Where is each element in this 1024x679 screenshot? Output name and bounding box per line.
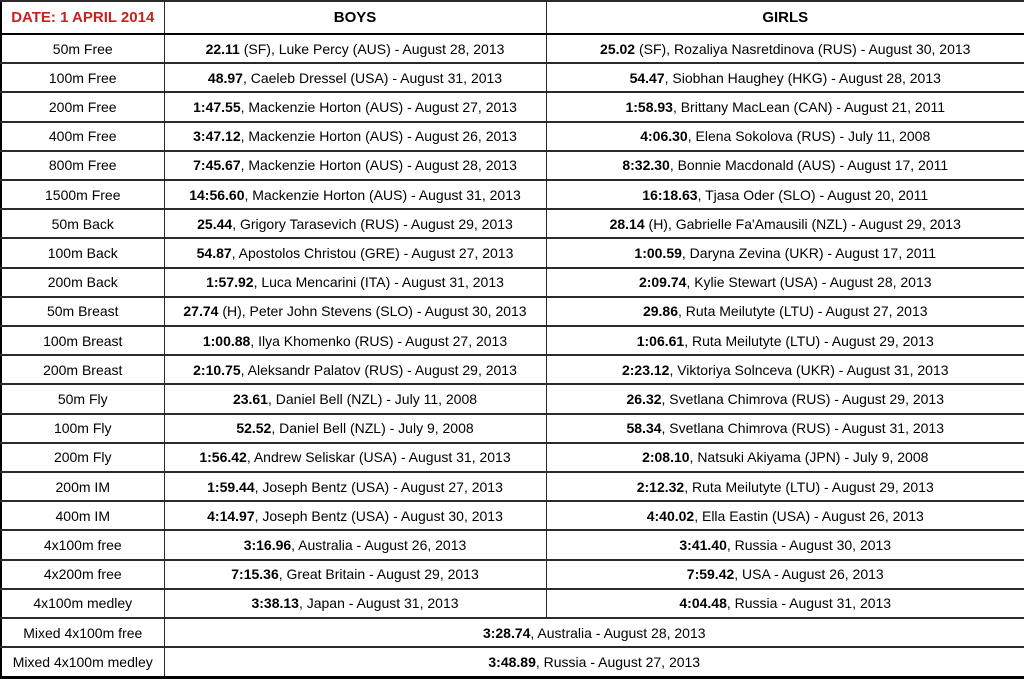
- girls-record-time: 7:59.42: [686, 566, 735, 583]
- event-label: 200m Breast: [1, 355, 164, 384]
- table-row: [1, 443, 1024, 472]
- girls-record-time: 8:32.30: [622, 157, 670, 174]
- girls-record-time: 26.32: [626, 391, 662, 408]
- table-row: [1, 501, 1024, 530]
- boys-record-time: 14:56.60: [189, 186, 245, 203]
- header-row: [1, 1, 1024, 34]
- boys-record-cell: [164, 92, 546, 121]
- girls-record-time: 4:40.02: [646, 507, 695, 524]
- table-row: [1, 180, 1024, 209]
- girls-record-detail: , Natsuki Akiyama (JPN) - July 9, 2008: [689, 449, 929, 466]
- boys-record-cell: [164, 209, 546, 238]
- girls-record-time: 3:41.40: [679, 537, 727, 554]
- boys-record-time: 22.11: [205, 40, 240, 57]
- boys-record-cell: [164, 414, 546, 443]
- girls-record-time: 25.02: [600, 40, 636, 57]
- boys-record-cell: [164, 501, 546, 530]
- event-label: 200m Free: [1, 92, 164, 121]
- girls-record-time: 2:12.32: [636, 478, 685, 495]
- boys-record-cell: [164, 297, 546, 326]
- boys-record-detail: , Luca Mencarini (ITA) - August 31, 2013: [253, 274, 504, 291]
- girls-record-time: 16:18.63: [642, 186, 698, 203]
- boys-record-detail: , Mackenzie Horton (AUS) - August 27, 2013: [240, 99, 517, 115]
- boys-record-detail: , Caeleb Dressel (USA) - August 31, 2013: [242, 69, 503, 86]
- mixed-table-row: [1, 647, 1024, 677]
- event-label: 50m Fly: [1, 384, 164, 413]
- table-row: [1, 530, 1024, 559]
- girls-record-time: 4:04.48: [679, 595, 727, 612]
- girls-record-time: 2:09.74: [638, 274, 687, 291]
- table-row: [1, 122, 1024, 151]
- boys-record-cell: [164, 384, 546, 413]
- table-row: [1, 589, 1024, 618]
- girls-record-time: 58.34: [626, 420, 662, 437]
- boys-record-time: 52.52: [236, 420, 272, 437]
- girls-record-detail: , Viktoriya Solnceva (UKR) - August 31, 2013: [669, 361, 949, 378]
- girls-record-cell: [546, 414, 1024, 443]
- boys-record-detail: (SF), Luke Percy (AUS) - August 28, 2013: [239, 40, 505, 57]
- girls-record-detail: (SF), Rozaliya Nasretdinova (RUS) - August 30, 2013: [635, 40, 971, 57]
- girls-record-detail: , Siobhan Haughey (HKG) - August 28, 2013: [664, 69, 941, 86]
- boys-record-time: 25.44: [197, 215, 233, 232]
- event-label: 400m IM: [1, 501, 164, 530]
- event-label: 50m Back: [1, 209, 164, 238]
- mixed-record-cell: [164, 618, 1024, 647]
- girls-record-cell: [546, 180, 1024, 209]
- boys-record-cell: [164, 180, 546, 209]
- girls-record-cell: [546, 63, 1024, 92]
- table-row: [1, 355, 1024, 384]
- boys-record-detail: , Grigory Tarasevich (RUS) - August 29, 2013: [232, 215, 513, 232]
- girls-record-time: 1:00.59: [634, 245, 682, 262]
- boys-record-detail: , Andrew Seliskar (USA) - August 31, 2013: [246, 449, 511, 466]
- girls-record-cell: [546, 472, 1024, 501]
- girls-record-time: 29.86: [642, 303, 678, 320]
- boys-column-header: BOYS: [164, 1, 546, 34]
- mixed-record-detail: , Australia - August 28, 2013: [530, 624, 706, 641]
- boys-record-time: 23.61: [232, 391, 268, 408]
- girls-record-cell: [546, 238, 1024, 267]
- event-label: 200m Fly: [1, 443, 164, 472]
- table-row: [1, 151, 1024, 180]
- boys-record-cell: [164, 355, 546, 384]
- girls-record-cell: [546, 268, 1024, 297]
- girls-record-detail: , Russia - August 31, 2013: [726, 595, 892, 612]
- girls-record-detail: , Tjasa Oder (SLO) - August 20, 2011: [697, 186, 929, 203]
- girls-record-cell: [546, 326, 1024, 355]
- girls-column-header: GIRLS: [546, 1, 1024, 34]
- records-body: [1, 34, 1024, 678]
- girls-record-cell: [546, 530, 1024, 559]
- girls-record-cell: [546, 443, 1024, 472]
- table-row: [1, 238, 1024, 267]
- date-label: DATE: 1 APRIL 2014: [1, 1, 164, 34]
- boys-record-cell: [164, 589, 546, 618]
- table-row: [1, 326, 1024, 355]
- boys-record-detail: , Daniel Bell (NZL) - July 11, 2008: [267, 391, 478, 408]
- boys-record-detail: , Ilya Khomenko (RUS) - August 27, 2013: [250, 332, 508, 349]
- girls-record-detail: , Ruta Meilutyte (LTU) - August 29, 2013: [684, 332, 934, 349]
- boys-record-cell: [164, 238, 546, 267]
- event-label: 50m Free: [1, 34, 164, 63]
- mixed-record-cell: [164, 647, 1024, 677]
- table-row: [1, 560, 1024, 589]
- boys-record-time: 27.74: [183, 303, 219, 320]
- girls-record-cell: [546, 151, 1024, 180]
- girls-record-cell: [546, 501, 1024, 530]
- girls-record-time: 1:58.93: [625, 99, 673, 115]
- event-label: Mixed 4x100m medley: [1, 647, 164, 677]
- event-label: 100m Back: [1, 238, 164, 267]
- girls-record-time: 54.47: [629, 69, 665, 86]
- table-row: [1, 209, 1024, 238]
- boys-record-time: 7:15.36: [231, 566, 279, 583]
- boys-record-time: 1:57.92: [206, 274, 254, 291]
- event-label: 4x200m free: [1, 560, 164, 589]
- boys-record-cell: [164, 63, 546, 92]
- girls-record-time: 2:23.12: [621, 361, 670, 378]
- girls-record-detail: , Ruta Meilutyte (LTU) - August 27, 2013: [678, 303, 928, 320]
- mixed-record-time: 3:48.89: [488, 654, 536, 671]
- table-row: [1, 297, 1024, 326]
- event-label: 4x100m free: [1, 530, 164, 559]
- boys-record-time: 2:10.75: [193, 361, 241, 378]
- table-row: [1, 472, 1024, 501]
- event-label: 4x100m medley: [1, 589, 164, 618]
- mixed-record-time: 3:28.74: [482, 624, 531, 641]
- girls-record-cell: [546, 589, 1024, 618]
- boys-record-detail: , Daniel Bell (NZL) - July 9, 2008: [271, 420, 474, 437]
- boys-record-time: 3:47.12: [193, 128, 241, 145]
- event-label: 400m Free: [1, 122, 164, 151]
- girls-record-detail: , Elena Sokolova (RUS) - July 11, 2008: [687, 128, 931, 145]
- boys-record-detail: , Mackenzie Horton (AUS) - August 26, 2013: [240, 128, 517, 145]
- girls-record-detail: , USA - August 26, 2013: [734, 566, 884, 583]
- girls-record-detail: , Svetlana Chimrova (RUS) - August 29, 2013: [661, 391, 944, 408]
- boys-record-detail: , Japan - August 31, 2013: [298, 595, 459, 612]
- girls-record-time: 2:08.10: [642, 449, 690, 466]
- girls-record-cell: [546, 92, 1024, 121]
- event-label: 200m IM: [1, 472, 164, 501]
- girls-record-cell: [546, 560, 1024, 589]
- table-row: [1, 63, 1024, 92]
- boys-record-time: 3:16.96: [243, 537, 292, 554]
- girls-record-cell: [546, 209, 1024, 238]
- girls-record-cell: [546, 355, 1024, 384]
- event-label: Mixed 4x100m free: [1, 618, 164, 647]
- boys-record-time: 1:56.42: [199, 449, 247, 466]
- mixed-table-row: [1, 618, 1024, 647]
- girls-record-detail: , Ella Eastin (USA) - August 26, 2013: [694, 507, 924, 524]
- table-row: [1, 92, 1024, 121]
- event-label: 800m Free: [1, 151, 164, 180]
- girls-record-detail: , Kylie Stewart (USA) - August 28, 2013: [686, 274, 932, 291]
- boys-record-cell: [164, 472, 546, 501]
- boys-record-cell: [164, 530, 546, 559]
- girls-record-cell: [546, 122, 1024, 151]
- event-label: 200m Back: [1, 268, 164, 297]
- girls-record-cell: [546, 384, 1024, 413]
- boys-record-time: 3:38.13: [251, 595, 299, 612]
- girls-record-cell: [546, 297, 1024, 326]
- boys-record-time: 1:59.44: [207, 478, 255, 495]
- girls-record-detail: , Ruta Meilutyte (LTU) - August 29, 2013: [684, 478, 934, 495]
- boys-record-cell: [164, 560, 546, 589]
- mixed-record-detail: , Russia - August 27, 2013: [535, 654, 701, 671]
- girls-record-cell: [546, 34, 1024, 63]
- boys-record-time: 4:14.97: [207, 507, 255, 524]
- table-row: [1, 414, 1024, 443]
- boys-record-cell: [164, 268, 546, 297]
- boys-record-cell: [164, 326, 546, 355]
- girls-record-detail: , Svetlana Chimrova (RUS) - August 31, 2013: [661, 420, 944, 437]
- event-label: 100m Fly: [1, 414, 164, 443]
- boys-record-detail: , Great Britain - August 29, 2013: [278, 566, 479, 583]
- boys-record-detail: , Mackenzie Horton (AUS) - August 31, 2013: [244, 186, 521, 203]
- boys-record-cell: [164, 443, 546, 472]
- event-label: 50m Breast: [1, 297, 164, 326]
- event-label: 1500m Free: [1, 180, 164, 209]
- table-row: [1, 34, 1024, 63]
- boys-record-time: 7:45.67: [193, 157, 241, 174]
- boys-record-time: 1:47.55: [193, 99, 241, 115]
- boys-record-detail: , Aleksandr Palatov (RUS) - August 29, 2013: [240, 361, 517, 378]
- girls-record-detail: (H), Gabrielle Fa'Amausili (NZL) - August 29, 2013: [644, 215, 961, 232]
- boys-record-cell: [164, 151, 546, 180]
- boys-record-time: 1:00.88: [202, 332, 251, 349]
- boys-record-detail: (H), Peter John Stevens (SLO) - August 30, 2013: [218, 303, 527, 320]
- boys-record-cell: [164, 122, 546, 151]
- girls-record-time: 28.14: [609, 215, 645, 232]
- girls-record-time: 4:06.30: [640, 128, 688, 145]
- girls-record-detail: , Bonnie Macdonald (AUS) - August 17, 2011: [669, 157, 949, 174]
- girls-record-detail: , Russia - August 30, 2013: [726, 537, 892, 554]
- boys-record-detail: , Apostolos Christou (GRE) - August 27, 2013: [231, 245, 514, 262]
- event-label: 100m Breast: [1, 326, 164, 355]
- boys-record-time: 54.87: [196, 245, 232, 262]
- table-row: [1, 268, 1024, 297]
- boys-record-detail: , Mackenzie Horton (AUS) - August 28, 2013: [240, 157, 517, 174]
- table-row: [1, 384, 1024, 413]
- girls-record-detail: , Brittany MacLean (CAN) - August 21, 2011: [672, 99, 946, 115]
- boys-record-detail: , Australia - August 26, 2013: [291, 537, 467, 554]
- boys-record-detail: , Joseph Bentz (USA) - August 30, 2013: [254, 507, 503, 524]
- event-label: 100m Free: [1, 63, 164, 92]
- girls-record-detail: , Daryna Zevina (UKR) - August 17, 2011: [681, 245, 937, 262]
- boys-record-detail: , Joseph Bentz (USA) - August 27, 2013: [254, 478, 503, 495]
- boys-record-time: 48.97: [207, 69, 243, 86]
- boys-record-cell: [164, 34, 546, 63]
- girls-record-time: 1:06.61: [636, 332, 685, 349]
